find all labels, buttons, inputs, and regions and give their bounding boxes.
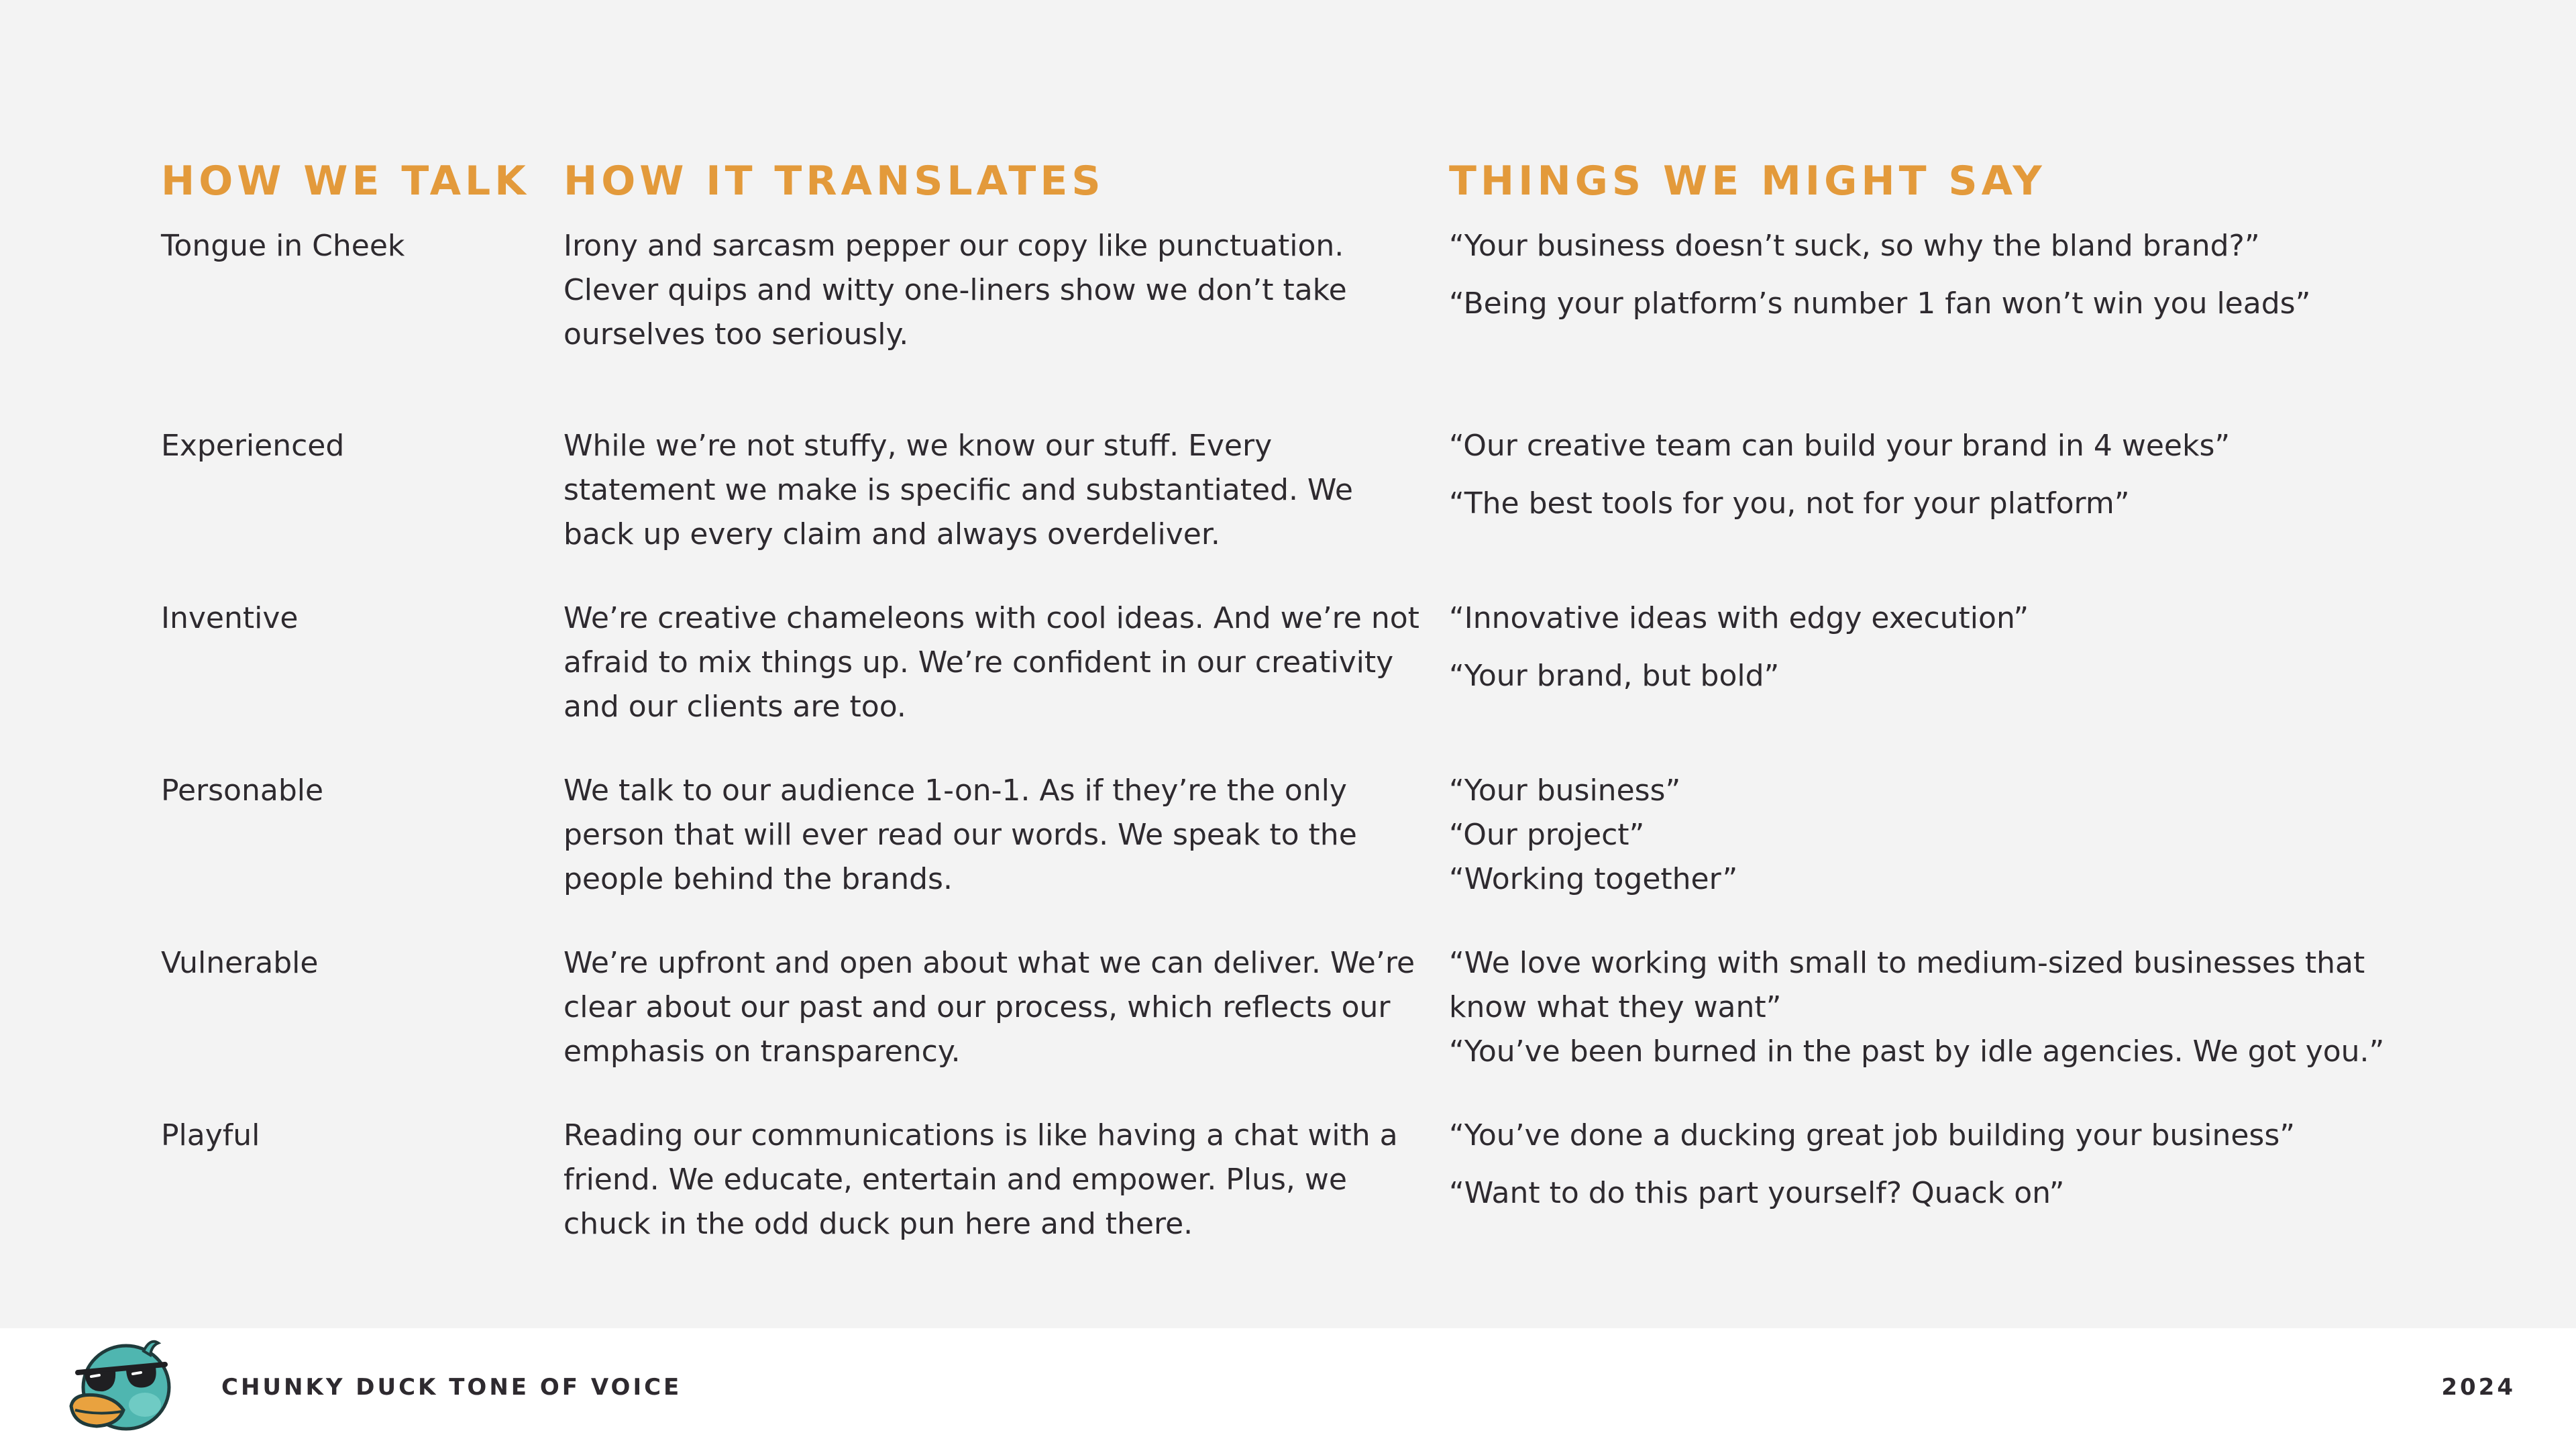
- table-header: [161, 153, 2455, 209]
- header-how-it-translates: HOW IT TRANSLATES: [564, 158, 1105, 205]
- duck-with-sunglasses-icon: [64, 1331, 178, 1438]
- trait-label: Inventive: [161, 601, 299, 635]
- phrase: “Being your platform’s number 1 fan won’t win you leads”: [1449, 286, 2311, 321]
- table-row: [161, 769, 2455, 902]
- trait-label: Experienced: [161, 429, 345, 463]
- trait-label: Playful: [161, 1118, 260, 1152]
- phrase: “Innovative ideas with edgy execution”: [1449, 601, 2029, 635]
- tone-of-voice-table: [161, 153, 2455, 1286]
- brand-title: CHUNKY DUCK TONE OF VOICE: [221, 1374, 682, 1401]
- phrase: “Your brand, but bold”: [1449, 659, 1780, 693]
- header-things-we-might-say: THINGS WE MIGHT SAY: [1449, 158, 2046, 205]
- header-how-we-talk: HOW WE TALK: [161, 158, 530, 205]
- trait-description: Irony and sarcasm pepper our copy like punctuation. Clever quips and witty one-liners show we don’t take ourselves too seriously.: [564, 229, 1347, 352]
- trait-description: Reading our communications is like having a chat with a friend. We educate, entertain and empower. Plus, we chuck in the odd duck pun here and there.: [564, 1118, 1398, 1241]
- trait-label: Vulnerable: [161, 946, 319, 980]
- phrase: “Your business”: [1449, 773, 1681, 808]
- phrase: “You’ve done a ducking great job building your business”: [1449, 1118, 2296, 1152]
- table-row: [161, 941, 2455, 1074]
- table-row: [161, 1114, 2455, 1246]
- phrase: “Your business doesn’t suck, so why the bland brand?”: [1449, 229, 2260, 263]
- trait-description: We talk to our audience 1-on-1. As if they’re the only person that will ever read our words. We speak to the people behind the brands.: [564, 773, 1357, 896]
- trait-description: We’re upfront and open about what we can deliver. We’re clear about our past and our process, which reflects our emphasis on transparency.: [564, 946, 1415, 1069]
- phrase: “The best tools for you, not for your platform”: [1449, 486, 2130, 521]
- phrase-list: [1449, 224, 2455, 357]
- phrase: “You’ve been burned in the past by idle agencies. We got you.”: [1449, 1034, 2385, 1069]
- table-row: [161, 224, 2455, 357]
- table-row: [161, 424, 2455, 557]
- phrase-list: [1449, 596, 2455, 729]
- trait-description: We’re creative chameleons with cool ideas. And we’re not afraid to mix things up. We’re confident in our creativity and our clients are too.: [564, 601, 1419, 724]
- phrase: “Working together”: [1449, 862, 1738, 896]
- phrase-list: [1449, 769, 2455, 902]
- trait-label: Tongue in Cheek: [161, 229, 405, 263]
- phrase: “Want to do this part yourself? Quack on”: [1449, 1176, 2065, 1210]
- phrase-list: [1449, 941, 2455, 1074]
- footer: [0, 1328, 2576, 1449]
- phrase: “Our project”: [1449, 818, 1645, 852]
- trait-label: Personable: [161, 773, 324, 808]
- phrase: “We love working with small to medium-sized businesses that know what they want”: [1449, 946, 2365, 1024]
- phrase-list: [1449, 424, 2455, 557]
- phrase: “Our creative team can build your brand in 4 weeks”: [1449, 429, 2231, 463]
- table-row: [161, 596, 2455, 729]
- year-label: 2024: [2441, 1374, 2516, 1401]
- trait-description: While we’re not stuffy, we know our stuff. Every statement we make is specific and substantiated. We back up every claim and always overdeliver.: [564, 429, 1353, 551]
- phrase-list: [1449, 1114, 2455, 1246]
